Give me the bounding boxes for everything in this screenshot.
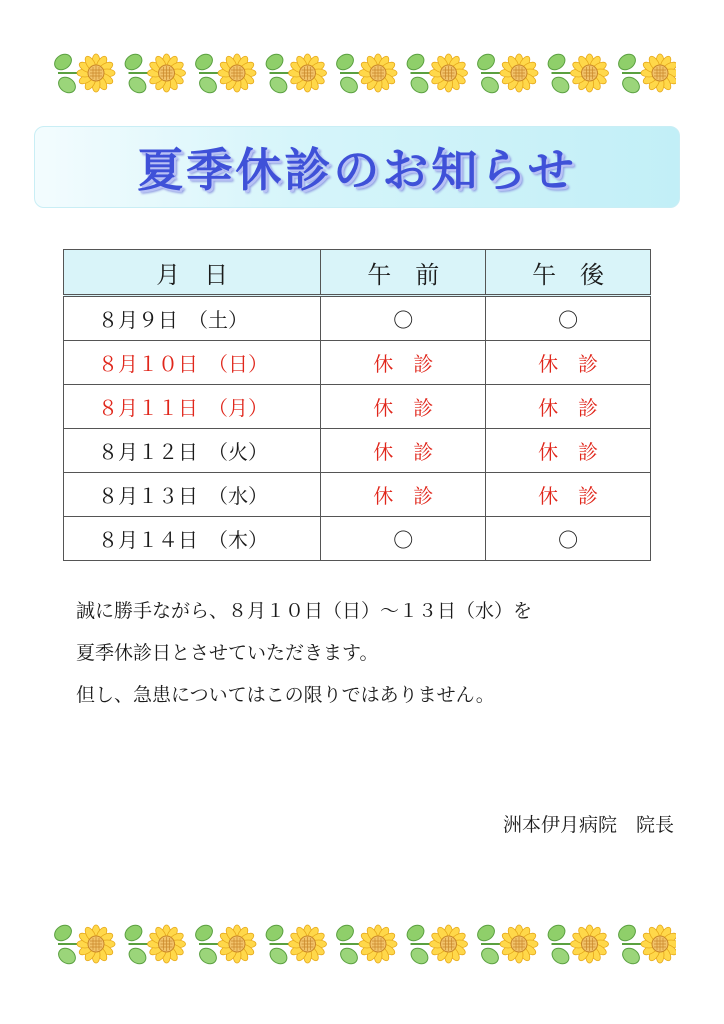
header-am: 午 前	[321, 250, 486, 296]
header-pm: 午 後	[486, 250, 651, 296]
table-row	[64, 517, 651, 561]
page-title: 夏季休診のお知らせ	[137, 143, 577, 197]
sunflower-icon	[616, 51, 676, 96]
pm-cell: 休 診	[486, 385, 651, 429]
sunflower-icon	[545, 922, 608, 967]
sunflower-icon	[334, 922, 397, 967]
header-date: 月 日	[64, 250, 321, 296]
pm-cell: 休 診	[486, 341, 651, 385]
date-cell: ８月１１日 （月）	[64, 385, 321, 429]
table-row	[64, 429, 651, 473]
table-row	[64, 341, 651, 385]
pm-cell: 〇	[486, 296, 651, 341]
date-cell: ８月１０日 （日）	[64, 341, 321, 385]
sunflower-icon	[52, 51, 115, 96]
am-cell: 休 診	[321, 429, 486, 473]
notice-text	[76, 590, 676, 716]
date-cell: ８月１４日 （木）	[64, 517, 321, 561]
sunflower-icon	[404, 51, 467, 96]
table-row	[64, 385, 651, 429]
top-sunflower-border	[50, 45, 676, 101]
pm-cell: 休 診	[486, 473, 651, 517]
signature: 洲本伊月病院 院長	[502, 814, 674, 836]
sunflower-icon	[616, 922, 676, 967]
am-cell: 〇	[321, 517, 486, 561]
bottom-sunflower-border	[50, 916, 676, 972]
sunflower-icon	[334, 51, 397, 96]
date-cell: ８月１３日 （水）	[64, 473, 321, 517]
notice-line-3: 但し、急患についてはこの限りではありません。	[76, 684, 495, 706]
date-cell: ８月１２日 （火）	[64, 429, 321, 473]
sunflower-icon	[404, 922, 467, 967]
sunflower-icon	[122, 51, 185, 96]
notice-line-1: 誠に勝手ながら、８月１０日（日）～１３日（水）を	[76, 600, 533, 622]
table-header-row	[64, 250, 651, 296]
table-row	[64, 296, 651, 341]
sunflower-icon	[52, 922, 115, 967]
sunflower-icon	[193, 922, 256, 967]
sunflower-icon	[193, 51, 256, 96]
pm-cell: 〇	[486, 517, 651, 561]
date-cell: ８月９日 （土）	[64, 296, 321, 341]
sunflower-icon	[545, 51, 608, 96]
sunflower-icon	[475, 922, 538, 967]
am-cell: 休 診	[321, 341, 486, 385]
sunflower-icon	[122, 922, 185, 967]
schedule-table	[63, 249, 651, 561]
sunflower-icon	[263, 922, 326, 967]
sunflower-icon	[263, 51, 326, 96]
sunflower-icon	[475, 51, 538, 96]
table-row	[64, 473, 651, 517]
notice-line-2: 夏季休診日とさせていただきます。	[76, 642, 379, 664]
pm-cell: 休 診	[486, 429, 651, 473]
title-banner	[34, 126, 680, 208]
am-cell: 〇	[321, 296, 486, 341]
am-cell: 休 診	[321, 385, 486, 429]
am-cell: 休 診	[321, 473, 486, 517]
